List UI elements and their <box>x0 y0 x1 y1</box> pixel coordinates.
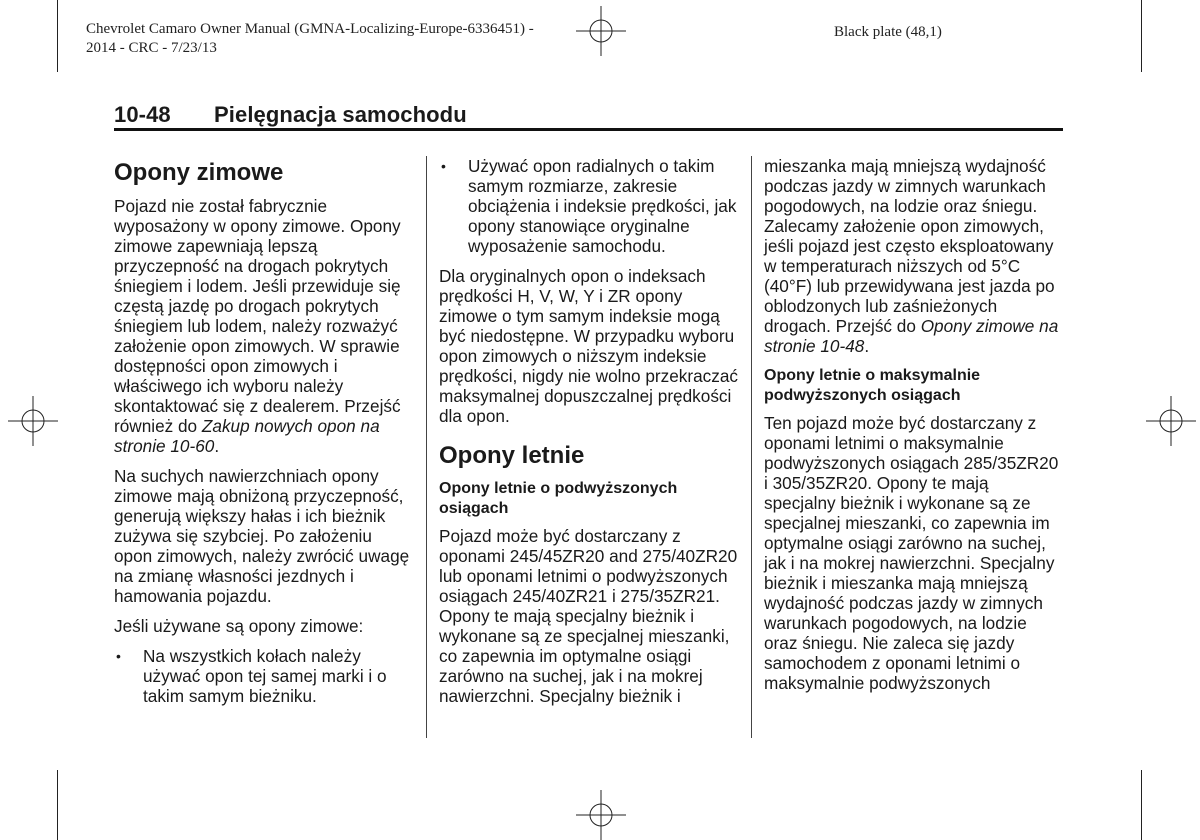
print-slug-right: Black plate (48,1) <box>834 24 942 40</box>
running-header <box>114 102 467 128</box>
crop-mark-top-right-v <box>1141 0 1142 72</box>
page-number: 10-48 <box>114 102 171 127</box>
paragraph-intro: Pojazd nie został fabrycznie wyposażony w opony zimowe. Opony zimowe zapewniają lepszą przyczepność na drogach pokrytych śniegiem i lodem. Jeśli przewiduje się częstą jazdę po drogach pokrytych śniegiem lub lodem, należy rozważyć założenie opon zimowych. W sprawie dostępności opon zimowych i właściwego ich wyboru należy skontaktować się z dealerem. Przejść również do Zakup nowych opon na stronie 10-60. <box>114 196 401 456</box>
paragraph-performance-tires: Pojazd może być dostarczany z oponami 245/45ZR20 and 275/40ZR20 lub oponami letnimi o podwyższonych osiągach 245/40ZR21 i 275/35ZR21. Opony te mają specjalny bieżnik i wykonane są ze specjalnej mieszanki, co zapewnia im optymalne osiągi zarówno na suchej, jak i na mokrej nawierzchni. Specjalny bieżnik i <box>439 526 738 706</box>
subheading-performance-tires: Opony letnie o podwyższonych osiągach <box>439 480 678 517</box>
bullet-list <box>114 646 414 706</box>
header-rule <box>114 128 1063 131</box>
text-column-1 <box>114 150 414 716</box>
registration-mark-top-icon <box>576 6 626 56</box>
cross-reference-link[interactable]: Opony zimowe na stronie 10-48 <box>764 316 1059 356</box>
registration-mark-left-icon <box>8 396 58 446</box>
paragraph-speed-index: Dla oryginalnych opon o indeksach prędkości H, V, W, Y i ZR opony zimowe o tym samym indeksie mogą być niedostępne. W przypadku wyboru opon zimowych o niższym indeksie prędkości, nigdy nie wolno przekraczać maksymalnej dopuszczalnej prędkości dla opon. <box>439 266 739 426</box>
text-column-2 <box>439 156 739 716</box>
registration-mark-right-icon <box>1146 396 1196 446</box>
print-slug-line1: Chevrolet Camaro Owner Manual (GMNA-Localizing-Europe-6336451) - <box>86 21 534 37</box>
paragraph-max-performance-tires: Ten pojazd może być dostarczany z oponami letnimi o maksymalnie podwyższonych osiągach 285/35ZR20 i 305/35ZR20. Opony te mają specjalny bieżnik i wykonane są ze specjalnej mieszanki, co zapewnia im optymalne osiągi zarówno na suchej, jak i na mokrej nawierzchni. Specjalny bieżnik i mieszanka mają mniejszą wydajność podczas jazdy w zimnych warunkach pogodowych, na lodzie oraz śniegu. Nie zaleca się jazdy samochodem z oponami letnimi o maksymalnie podwyższonych <box>764 413 1059 693</box>
crop-mark-top-left-v <box>57 0 58 72</box>
heading-opony-zimowe: Opony zimowe <box>114 159 284 186</box>
paragraph-dry-surfaces: Na suchych nawierzchniach opony zimowe mają obniżoną przyczepność, generują większy hałas i ich bieżnik zużywa się szybciej. Po założeniu opon zimowych, należy zwrócić uwagę na zmianę własności jezdnych i hamowania pojazdu. <box>114 466 410 606</box>
bullet-icon: • <box>441 158 446 174</box>
heading-opony-letnie: Opony letnie <box>439 442 585 469</box>
list-item: • Używać opon radialnych o takim samym rozmiarze, zakresie obciążenia i indeksie prędkości, jak opony stanowiące oryginalne wyposażenie samochodu. <box>441 156 737 256</box>
cross-reference-link[interactable]: Zakup nowych opon na stronie 10-60 <box>114 416 380 456</box>
crop-mark-bottom-left-v <box>57 770 58 840</box>
paragraph-conditions: Jeśli używane są opony zimowe: <box>114 616 364 636</box>
crop-mark-bottom-right-v <box>1141 770 1142 840</box>
registration-mark-bottom-icon <box>576 790 626 840</box>
paragraph-continued: mieszanka mają mniejszą wydajność podczas jazdy w zimnych warunkach pogodowych, na lodzie oraz śniegu. Zalecamy założenie opon zimowych, jeśli pojazd jest często eksploatowany w temperaturach niższych od 5°C (40°F) lub przewidywana jest jazda po oblodzonych lub zaśnieżonych drogach. Przejść do Opony zimowe na stronie 10-48. <box>764 156 1059 356</box>
print-slug-line2: 2014 - CRC - 7/23/13 <box>86 40 217 56</box>
column-separator-2 <box>751 156 752 738</box>
subheading-max-performance-tires: Opony letnie o maksymalnie podwyższonych osiągach <box>764 367 981 404</box>
list-item: • Na wszystkich kołach należy używać opon tej samej marki i o takim samym bieżniku. <box>116 646 387 706</box>
bullet-icon: • <box>116 648 121 664</box>
print-slug-left <box>86 20 534 58</box>
section-title: Pielęgnacja samochodu <box>214 102 467 127</box>
bullet-list <box>439 156 739 256</box>
column-separator-1 <box>426 156 427 738</box>
text-column-3 <box>764 156 1064 703</box>
